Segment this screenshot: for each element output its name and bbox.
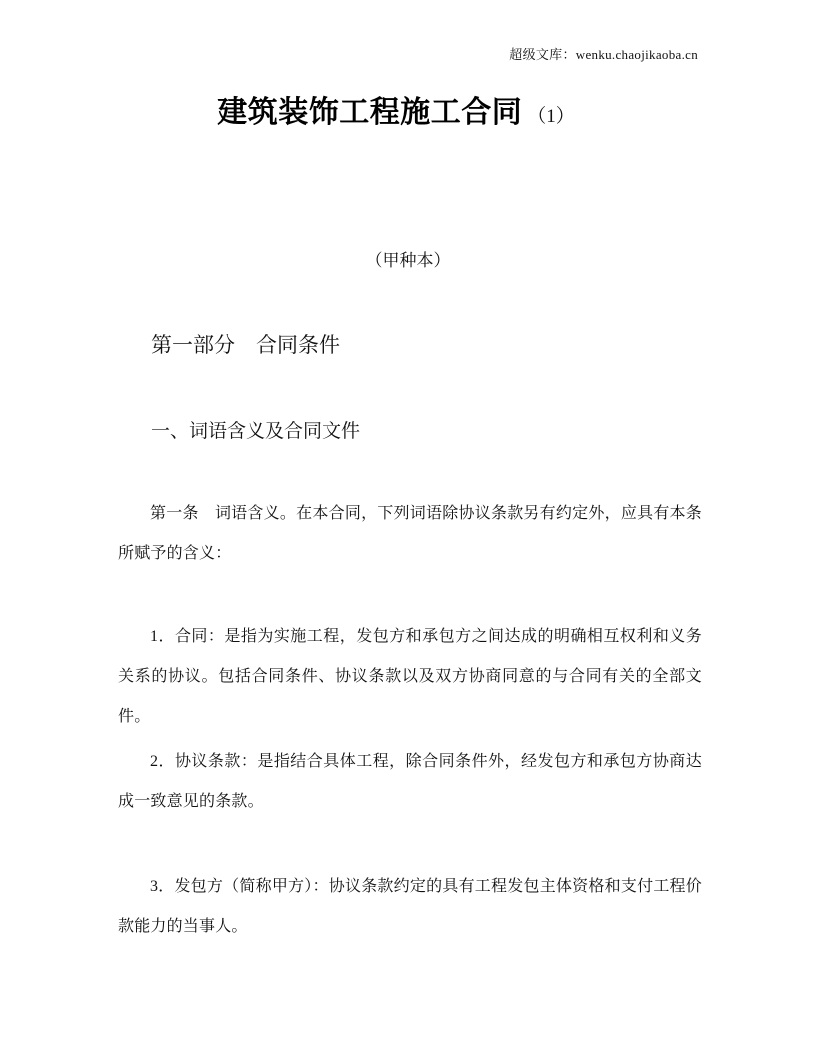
- watermark-source-text: 超级文库：wenku.chaojikaoba.cn: [509, 47, 698, 62]
- document-title-text: 建筑装饰工程施工合同: [217, 96, 523, 129]
- section-heading: 一、词语含义及合同文件: [151, 421, 361, 442]
- edition-note: （甲种本）: [365, 251, 451, 270]
- paragraph-definition-employer: 3．发包方（简称甲方）：协议条款约定的具有工程发包主体资格和支付工程价款能力的当事人。: [118, 878, 702, 935]
- part-heading: 第一部分 合同条件: [151, 333, 340, 357]
- document-title-number: （1）: [527, 106, 575, 127]
- paragraph-definition-contract: 1．合同：是指为实施工程，发包方和承包方之间达成的明确相互权利和义务关系的协议。包括合同条件、协议条款以及双方协商同意的与合同有关的全部文件。: [118, 628, 702, 725]
- paragraph-clause-definitions-intro: 第一条 词语含义。在本合同，下列词语除协议条款另有约定外，应具有本条所赋予的含义：: [118, 505, 702, 562]
- paragraph-definition-agreement-terms: 2．协议条款：是指结合具体工程，除合同条件外，经发包方和承包方协商达成一致意见的条款。: [118, 753, 702, 810]
- document-title: [0, 95, 792, 135]
